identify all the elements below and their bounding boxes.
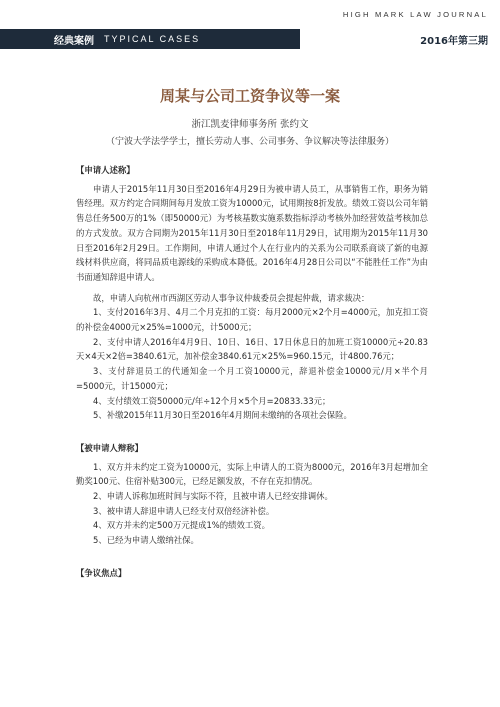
issue-label: 2016年第三期 — [420, 36, 488, 47]
article-author: 浙江凯麦律师事务所 张约文 — [191, 119, 309, 130]
paragraph: 故，申请人向杭州市西湖区劳动人事争议仲裁委员会提起仲裁，请求裁决： — [93, 292, 370, 303]
claim-item: 4、支付绩效工资50000元/年÷12个月×5个月=20833.33元； — [93, 395, 331, 406]
article-title: 周某与公司工资争议等一案 — [159, 87, 340, 105]
section-label-en: TYPICAL CASES — [104, 34, 201, 44]
defense-item: 3、被申请人辞退申请人已经支付双倍经济补偿。 — [93, 505, 275, 516]
section-label-cn: 经典案例 — [54, 35, 94, 47]
section-heading-dispute: 【争议焦点】 — [76, 567, 127, 578]
defense-item: 5、已经为申请人缴纳社保。 — [93, 535, 199, 546]
defense-item: 1、双方并未约定工资为10000元，实际上申请人的工资为8000元，2016年3月起增加全勤奖100元、住宿补贴300元，已经足额发放，不存在克扣情况。 — [76, 461, 428, 487]
section-heading-respondent: 【被申请人辩称】 — [76, 442, 143, 453]
defense-item: 4、双方并未约定500万元提成1%的绩效工资。 — [93, 520, 270, 531]
section-header-bar — [0, 29, 500, 49]
paragraph: 申请人于2015年11月30日至2016年4月29日为被申请人员工，从事销售工作，职务为销售经理。双方约定合同期间每月发放工资为10000元，试用期按8折发放。绩效工资以公司年销售总任务500万的1%（即50000元）为考核基数实施系数指标浮动考核外加经营效益考核加总的方式发放。双方合同期为2015年11月30日至2018年11月29日，试用期为2015年11月30日至2016年2月29日。工作期间，申请人通过个人在行业内的关系为公司联系商谈了新的电源线材料供应商，将同品质电源线的采购成本降低。2016年4月28日公司以“不能胜任工作”为由书面通知辞退申请人。 — [76, 183, 428, 282]
claim-item: 2、支付申请人2016年4月9日、10日、16日、17日休息日的加班工资10000元÷20.83天×4天×2倍=3840.61元，加补偿金3840.61元×25%=960.15元，计4800.76元； — [76, 336, 428, 362]
article-body — [76, 163, 428, 585]
claim-item: 3、支付辞退员工的代通知金一个月工资10000元，辞退补偿金10000元/月×半个月=5000元，计15000元； — [76, 366, 428, 391]
author-credentials: （宁波大学法学学士，擅长劳动人事、公司事务、争议解决等法律服务） — [105, 137, 394, 147]
claim-item: 5、补缴2015年11月30日至2016年4月期间未缴纳的各项社会保险。 — [93, 410, 352, 421]
section-heading-applicant: 【申请人述称】 — [76, 165, 135, 175]
claim-item: 1、支付2016年3月、4月二个月克扣的工资：每月2000元×2个月=4000元，加克扣工资的补偿金4000元×25%=1000元，计5000元； — [76, 307, 428, 333]
section-banner — [0, 29, 300, 49]
defense-item: 2、申请人诉称加班时间与实际不符，且被申请人已经安排调休。 — [93, 491, 333, 502]
journal-name: HIGH MARK LAW JOURNAL — [342, 10, 488, 19]
